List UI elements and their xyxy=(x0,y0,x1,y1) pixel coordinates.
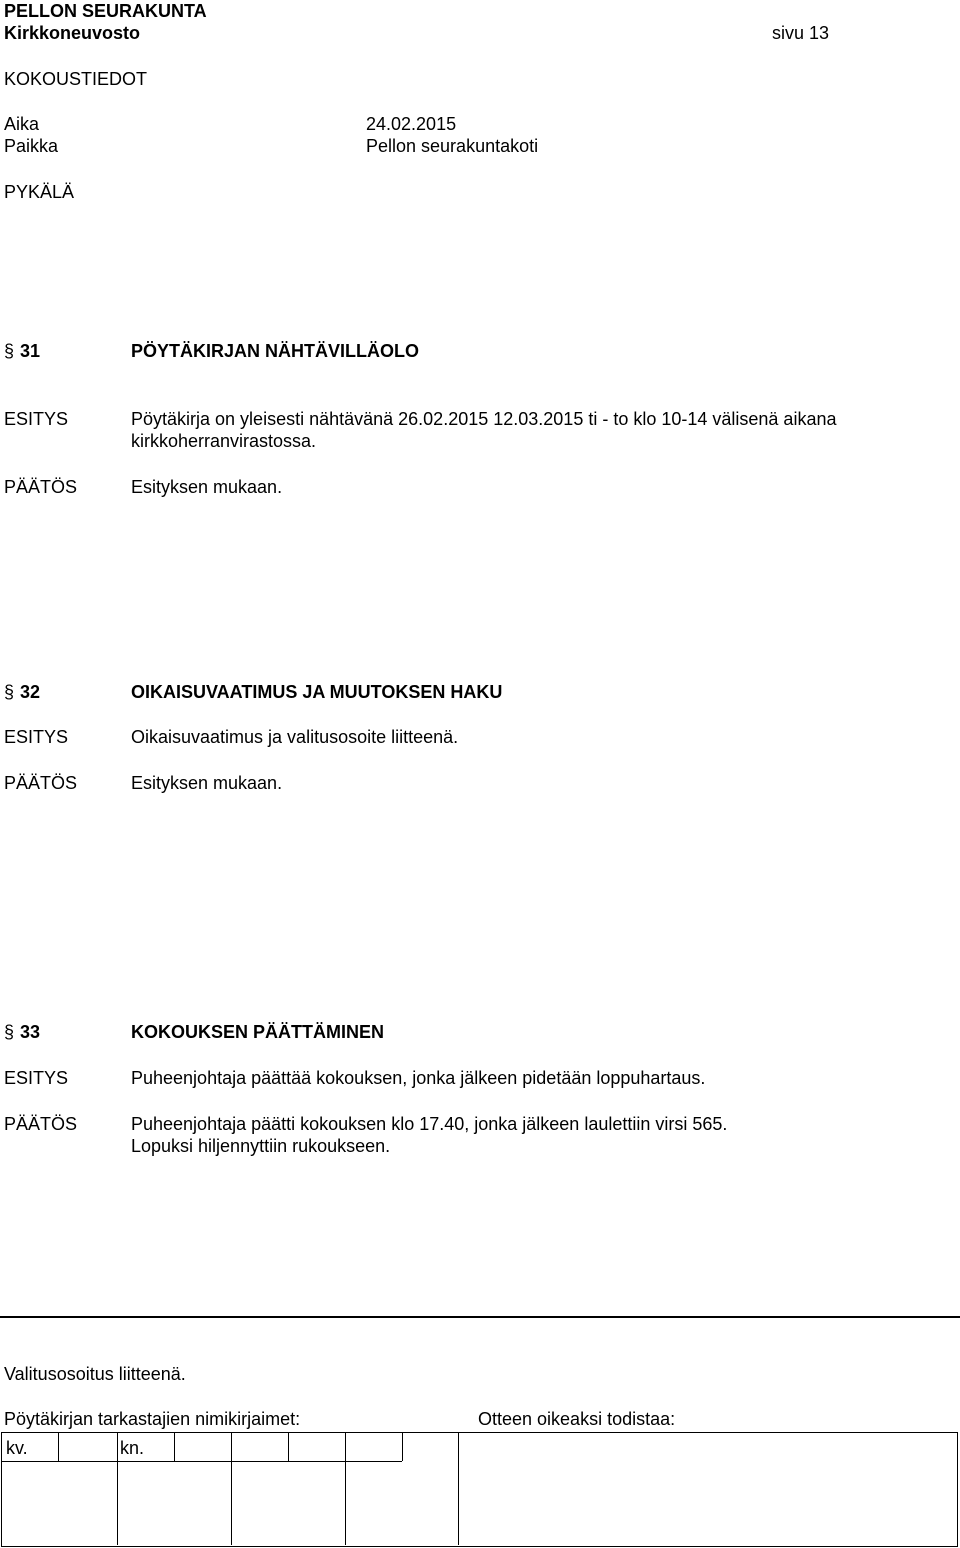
inspectors-label: Pöytäkirjan tarkastajien nimikirjaimet: xyxy=(4,1409,301,1429)
appendix-note: Valitusosoitus liitteenä. xyxy=(4,1364,186,1384)
paragraph-label: PYKÄLÄ xyxy=(4,182,75,202)
place-value: Pellon seurakuntakoti xyxy=(366,136,539,156)
section-title: PÖYTÄKIRJAN NÄHTÄVILLÄOLO xyxy=(131,341,419,361)
certify-label: Otteen oikeaksi todistaa: xyxy=(478,1409,676,1429)
initials-cell-divider xyxy=(402,1433,403,1461)
initials-cell-divider xyxy=(117,1433,118,1545)
section-title: OIKAISUVAATIMUS JA MUUTOKSEN HAKU xyxy=(131,682,503,702)
page-number: sivu 13 xyxy=(772,23,830,43)
initials-cell-divider xyxy=(58,1433,59,1461)
initials-cell-kv: kv. xyxy=(6,1438,28,1458)
body-name: Kirkkoneuvosto xyxy=(4,23,141,43)
proposal-label: ESITYS xyxy=(4,409,69,429)
section-number: 31 xyxy=(20,341,41,361)
decision-text: Esityksen mukaan. xyxy=(131,773,283,793)
decision-label: PÄÄTÖS xyxy=(4,477,78,497)
proposal-label: ESITYS xyxy=(4,727,69,747)
decision-text: Lopuksi hiljennyttiin rukoukseen. xyxy=(131,1136,391,1156)
place-label: Paikka xyxy=(4,136,59,156)
time-value: 24.02.2015 xyxy=(366,114,457,134)
decision-text: Esityksen mukaan. xyxy=(131,477,283,497)
certify-divider xyxy=(458,1433,459,1545)
decision-label: PÄÄTÖS xyxy=(4,773,78,793)
initials-cell-divider xyxy=(345,1433,346,1545)
proposal-text: Oikaisuvaatimus ja valitusosoite liitteenä. xyxy=(131,727,459,747)
proposal-text: Pöytäkirja on yleisesti nähtävänä 26.02.2015 12.03.2015 ti - to klo 10-14 välisenä aikana xyxy=(131,409,837,429)
section-title: KOKOUKSEN PÄÄTTÄMINEN xyxy=(131,1022,385,1042)
proposal-label: ESITYS xyxy=(4,1068,69,1088)
decision-text: Puheenjohtaja päätti kokouksen klo 17.40, jonka jälkeen laulettiin virsi 565. xyxy=(131,1114,728,1134)
proposal-text: kirkkoherranvirastossa. xyxy=(131,431,317,451)
section-number: 33 xyxy=(20,1022,41,1042)
proposal-text: Puheenjohtaja päättää kokouksen, jonka jälkeen pidetään loppuhartaus. xyxy=(131,1068,706,1088)
decision-label: PÄÄTÖS xyxy=(4,1114,78,1134)
section-symbol: § xyxy=(4,682,15,702)
section-symbol: § xyxy=(4,341,15,361)
initials-cell-divider xyxy=(174,1433,175,1461)
initials-row-line xyxy=(2,1461,402,1462)
time-label: Aika xyxy=(4,114,40,134)
signature-frame xyxy=(1,1432,958,1547)
section-title: KOKOUSTIEDOT xyxy=(4,69,148,89)
section-symbol: § xyxy=(4,1022,15,1042)
initials-cell-divider xyxy=(231,1433,232,1545)
section-number: 32 xyxy=(20,682,41,702)
initials-cell-divider xyxy=(288,1433,289,1461)
initials-cell-kn: kn. xyxy=(120,1438,145,1458)
org-name: PELLON SEURAKUNTA xyxy=(4,1,207,21)
footer-divider xyxy=(0,1316,960,1318)
